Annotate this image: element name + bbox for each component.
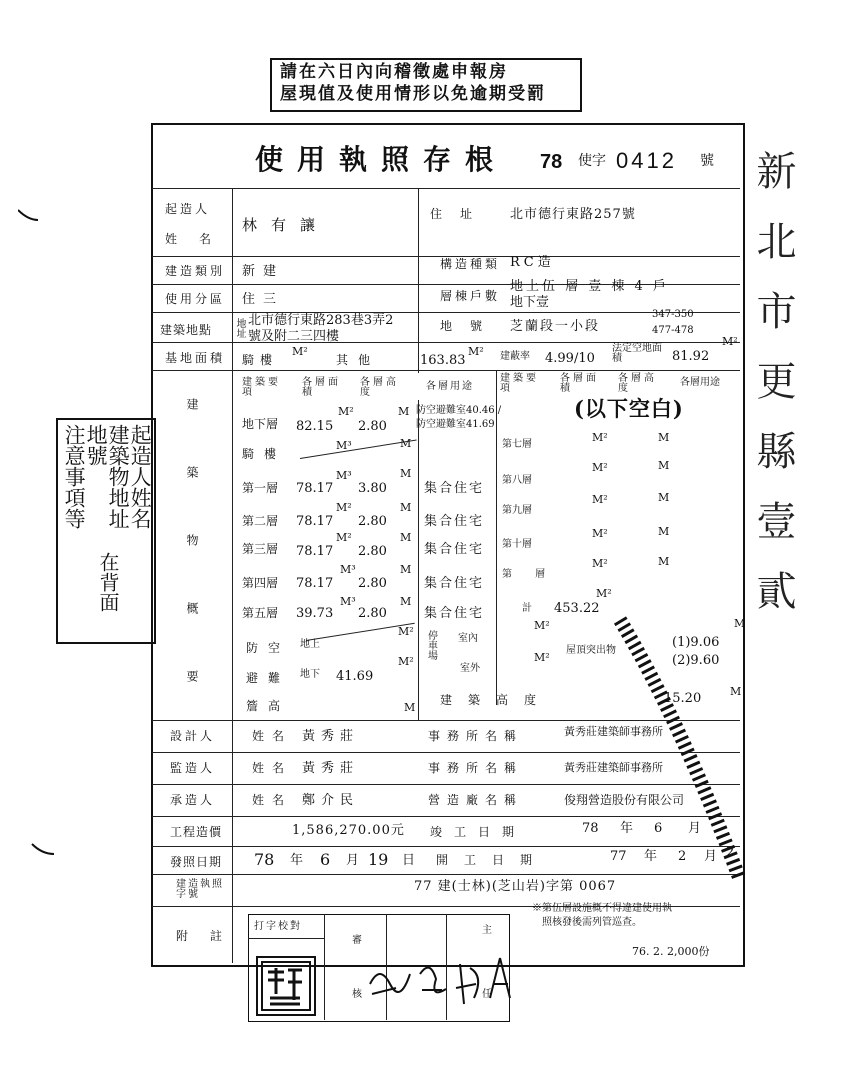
floor-name: 第三層 (242, 542, 279, 556)
unit-m: M (658, 459, 670, 472)
unit-m: M (400, 531, 412, 544)
issue-y-lbl: 年 (290, 853, 304, 868)
start-m-lbl: 月 (704, 849, 718, 864)
person-name-label: 姓名 (252, 761, 293, 775)
unit-m3: M³ (340, 595, 356, 608)
floor-height: 2.80 (358, 576, 387, 591)
unit-m2: M² (592, 527, 608, 540)
floor-name: 騎樓 (242, 447, 287, 461)
start-label: 開工日期 (436, 853, 549, 867)
start-m: 2 (678, 849, 687, 864)
name-label: 姓名 (165, 232, 234, 246)
typist-label: 打字校對 (254, 921, 302, 932)
stamp-seal (258, 958, 314, 1014)
rule (232, 188, 233, 963)
unit-m: M (400, 467, 412, 480)
total-label: 計 (522, 603, 532, 614)
unit-m2: M² (398, 625, 414, 638)
rule (152, 188, 740, 189)
b-area-head: 各層面積 (560, 373, 599, 394)
other-area: 163.83 (420, 353, 466, 368)
floor-height: 2.80 (358, 544, 387, 559)
cost-value: 1,586,270.00元 (292, 823, 405, 838)
side-section-label: 建築物概要 (185, 398, 199, 738)
address-label: 住址 (430, 207, 491, 221)
floors-below: 地下壹 (510, 295, 550, 310)
floor-name: 第一層 (242, 481, 279, 495)
contractor-label: 承造人 (170, 793, 216, 807)
right-handwriting: 新北市更縣壹貳 (750, 150, 796, 640)
designer-name: 黃秀莊 (302, 729, 360, 744)
unit-m: M (730, 685, 742, 698)
unit-m3: M³ (336, 469, 352, 482)
shelter-label: 防空 (246, 641, 291, 655)
unit-m: M (400, 501, 412, 514)
rooftop-1: (1)9.06 (672, 635, 720, 650)
eaves-label: 簷高 (246, 699, 291, 713)
build-kind-label: 建造類別 (165, 264, 226, 278)
floor-use: 集合住宅 (424, 576, 485, 591)
floor-area: 78.17 (296, 576, 334, 591)
remark-note-2: 照核發後需列管巡查。 (542, 917, 642, 928)
top-notice-line2: 屋現值及使用情形以免逾期受罰 (280, 84, 546, 104)
floor-height: 2.80 (358, 419, 387, 434)
rule (248, 938, 324, 939)
floor-area: 78.17 (296, 481, 334, 496)
completion-m: 6 (654, 821, 663, 836)
firm-label: 營造廠名稱 (428, 793, 524, 807)
struct-kind-label: 構造種類 (440, 257, 501, 271)
right-floor: 第八層 (502, 475, 532, 486)
unit-m2: M² (592, 431, 608, 444)
floor-use: 集合住宅 (424, 606, 485, 621)
form-title: 使用執照存根 (255, 143, 508, 176)
other-label: 其他 (336, 353, 381, 367)
remark-note-1: ※第伍層設施概不得違建使用執 (532, 903, 672, 914)
b-col-head: 建築要項 (500, 373, 539, 394)
license-suffix: 號 (700, 153, 714, 169)
firm-name: 俊翔營造股份有限公司 (564, 793, 685, 807)
review-label: 審 (352, 935, 362, 946)
designer-label: 設計人 (170, 729, 216, 743)
person-name-label: 姓名 (252, 793, 293, 807)
unit-m2: M² (592, 461, 608, 474)
license-year: 78 (540, 151, 563, 173)
unit-m: M (400, 595, 412, 608)
unit-m2: M² (338, 405, 354, 418)
lot-number-1: 347-350 (652, 309, 694, 320)
b-height-head: 各層高度 (618, 373, 657, 394)
use-zone-value: 住三 (242, 292, 285, 307)
unit-m2: M² (592, 557, 608, 570)
rule (418, 400, 419, 720)
side-notice-5: 在背面 (96, 552, 120, 612)
site-addr-prefix: 地址 (234, 318, 245, 338)
completion-label: 竣工日期 (430, 825, 527, 839)
other-unit: M² (468, 345, 484, 358)
floor-height: 2.80 (358, 514, 387, 529)
b-use-head: 各層用途 (680, 377, 720, 388)
designer-office: 黃秀莊建築師事務所 (564, 725, 663, 738)
floor-use: 集合住宅 (424, 481, 485, 496)
unit-m: M (398, 405, 410, 418)
name-stamp (256, 956, 316, 1016)
floor-height: 3.80 (358, 481, 387, 496)
right-floor: 第 層 (502, 569, 556, 580)
shelter-below: 地下 (300, 669, 320, 680)
margin-ticks (18, 180, 58, 1080)
start-y: 77 (610, 849, 627, 864)
contractor-name: 鄭介民 (302, 793, 360, 808)
supervisor-name: 黃秀莊 (302, 761, 360, 776)
site-address-2: 號及附二三四樓 (248, 329, 340, 344)
site-area-label: 基地面積 (165, 351, 226, 365)
unit-m: M (734, 617, 746, 630)
indoor-label: 室內 (458, 633, 478, 644)
license-char: 使字 (578, 153, 606, 169)
struct-kind-value: RC造 (510, 255, 555, 270)
office-label: 事務所名稱 (428, 761, 524, 775)
signatures (360, 944, 560, 1014)
unit-m: M (400, 437, 412, 450)
rooftop-label: 屋頂突出物 (566, 645, 616, 656)
height-head: 各層高度 (360, 377, 399, 398)
legal-open-unit: M² (722, 335, 738, 348)
issue-d: 19 (368, 850, 389, 869)
floor-use: 防空避難室40.46 / 防空避難室41.69 (416, 405, 502, 430)
cost-label: 工程造價 (170, 825, 223, 839)
legal-open-label: 法定空地面積 (612, 343, 662, 364)
rule (324, 914, 325, 1020)
outdoor-label: 室外 (460, 663, 480, 674)
unit-m: M (658, 431, 670, 444)
use-zone-label: 使用分區 (165, 292, 226, 306)
right-floor: 第七層 (502, 439, 532, 450)
floor-height: 2.80 (358, 606, 387, 621)
area-head: 各層面積 (302, 377, 341, 398)
unit-m: M (400, 563, 412, 576)
refuge-label: 避難 (246, 671, 291, 685)
side-notice-2: 建築物地址 (106, 424, 131, 529)
unit-m: M (658, 555, 670, 568)
start-d: 2 (726, 845, 735, 860)
completion-y-lbl: 年 (620, 821, 634, 836)
side-notice-4: 注意事項等 (62, 424, 87, 529)
supervisor-office: 黃秀莊建築師事務所 (564, 761, 663, 774)
bldg-height-value: 15.20 (664, 691, 702, 706)
unit-m2: M² (336, 501, 352, 514)
arcade-unit: M² (292, 345, 308, 358)
approve-label: 核 (352, 989, 362, 1000)
unit-m: M (404, 701, 416, 714)
permit-label: 建造執照字號 (176, 879, 224, 900)
rooftop-2: (2)9.60 (672, 653, 720, 668)
unit-m3: M³ (340, 563, 356, 576)
start-y-lbl: 年 (644, 849, 658, 864)
floor-area: 82.15 (296, 419, 334, 434)
issue-m: 6 (320, 850, 331, 869)
floor-area: 78.17 (296, 544, 334, 559)
unit-m2: M² (534, 619, 550, 632)
lot-number-2: 477-478 (652, 325, 694, 336)
coverage-label: 建蔽率 (500, 351, 530, 362)
rule (152, 370, 740, 371)
site-addr-label: 建築地點 (160, 323, 213, 337)
top-notice-line1: 請在六日內向稽徵處申報房 (280, 62, 508, 82)
use-head: 各層用途 (426, 381, 474, 392)
supervisor-label: 監造人 (170, 761, 216, 775)
coverage-value: 4.99/10 (545, 351, 595, 366)
shelter-above: 地上 (300, 639, 320, 650)
torn-corner-mark (600, 600, 750, 900)
refuge-below: 41.69 (336, 669, 374, 684)
print-code: 76. 2. 2,000份 (632, 945, 710, 958)
floor-use: 集合住宅 (424, 514, 485, 529)
builder-name: 林有讓 (242, 216, 330, 234)
blank-note: (以下空白) (574, 396, 684, 421)
clerk-label: 主 (482, 925, 492, 936)
unit-m: M (658, 491, 670, 504)
side-notice-3: 地號 (84, 424, 109, 466)
issue-d-lbl: 日 (402, 853, 416, 868)
floor-name: 第二層 (242, 514, 279, 528)
unit-m: M (658, 525, 670, 538)
side-notice-1: 起造人姓名 (128, 424, 153, 529)
site-address-1: 北市德行東路283巷3弄2 (248, 313, 394, 328)
arcade-label: 騎樓 (242, 353, 279, 367)
legal-open-value: 81.92 (672, 349, 710, 364)
unit-m2: M² (596, 587, 612, 600)
license-no: 0412 (616, 148, 677, 173)
total-area: 453.22 (554, 601, 600, 616)
completion-y: 78 (582, 821, 599, 836)
person-name-label: 姓名 (252, 729, 293, 743)
builder-label: 起造人 (165, 202, 211, 216)
office-label: 事務所名稱 (428, 729, 524, 743)
completion-m-lbl: 月 (688, 821, 702, 836)
unit-m2: M² (534, 651, 550, 664)
bldg-height-label: 建築高度 (440, 693, 553, 707)
floor-name: 地下層 (242, 417, 279, 431)
right-floor: 第十層 (502, 539, 532, 550)
floors-value: 地上伍 層 壹 棟 4 戶 (510, 279, 669, 294)
lot-section: 芝蘭段一小段 (510, 319, 601, 334)
floor-name: 第五層 (242, 606, 279, 620)
unit-m2: M² (592, 493, 608, 506)
address-value: 北市德行東路257號 (510, 207, 636, 222)
unit-m2: M² (398, 655, 414, 668)
floor-name: 第四層 (242, 576, 279, 590)
floor-use: 集合住宅 (424, 542, 485, 557)
lot-label: 地號 (440, 319, 501, 333)
permit-value: 77 建(士林)(芝山岩)字第 0067 (414, 879, 617, 894)
parking-label: 停車場 (428, 631, 438, 662)
floor-area: 78.17 (296, 514, 334, 529)
rule (418, 188, 419, 373)
issue-date-label: 發照日期 (170, 855, 223, 869)
issue-y: 78 (254, 850, 275, 869)
director-label: 任 (482, 989, 492, 1000)
right-floor: 第九層 (502, 505, 532, 516)
issue-m-lbl: 月 (346, 853, 360, 868)
floor-area: 39.73 (296, 606, 334, 621)
floors-label: 層棟戶數 (440, 289, 501, 303)
build-kind-value: 新建 (242, 264, 285, 279)
unit-m3: M³ (336, 439, 352, 452)
unit-m2: M² (336, 531, 352, 544)
ent-head: 建築要項 (242, 377, 281, 398)
remark-label: 附註 (176, 929, 245, 943)
